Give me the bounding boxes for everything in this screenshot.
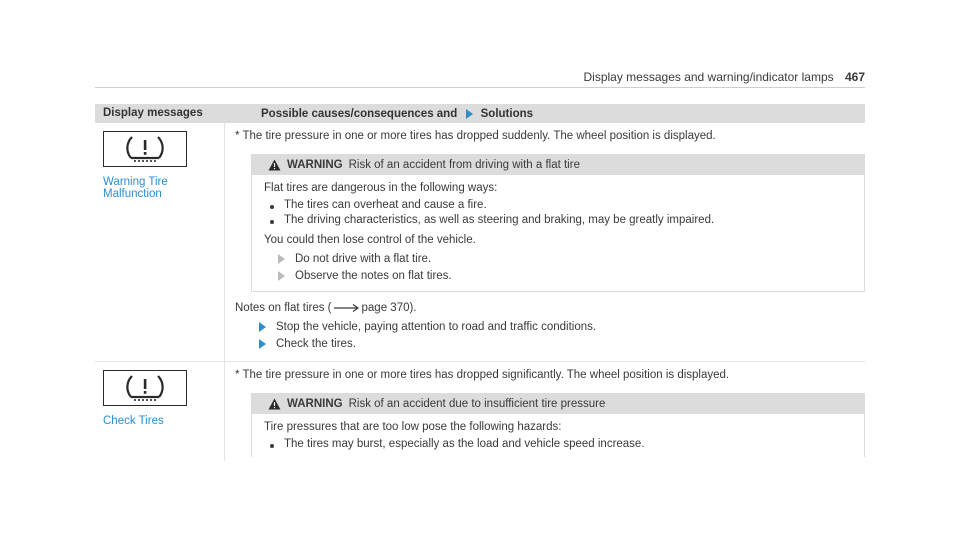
running-header (584, 70, 866, 84)
display-message-cell (95, 123, 225, 361)
tire-pressure-warning-icon (103, 370, 187, 406)
page-reference[interactable]: Notes on flat tires ( page 370). (235, 302, 417, 314)
page-number: 467 (844, 70, 865, 84)
causes-cell (225, 362, 865, 461)
warning-step: Do not drive with a flat tire. (278, 253, 864, 265)
warning-header (252, 154, 864, 175)
cause-text: * The tire pressure in one or more tires has dropped suddenly. The wheel position is displayed. (235, 130, 716, 142)
display-message-cell (95, 362, 225, 461)
warning-box (251, 154, 865, 292)
warning-text: Risk of an accident from driving with a flat tire (348, 158, 580, 171)
list-item: The tires may burst, especially as the load and vehicle speed increase. (264, 438, 864, 450)
display-messages-table (95, 104, 865, 461)
warning-body (252, 175, 864, 291)
warning-step: Observe the notes on flat tires. (278, 270, 864, 282)
reference-arrow-icon (334, 303, 360, 313)
bullet-icon (270, 444, 274, 448)
warning-note: You could then lose control of the vehicle. (264, 234, 476, 246)
step-arrow-icon (278, 254, 285, 264)
list-item: The driving characteristics, as well as steering and braking, may be greatly impaired. (264, 214, 864, 226)
warning-intro: Tire pressures that are too low pose the following hazards: (264, 421, 562, 433)
solution-arrow-icon (466, 109, 473, 119)
warning-box (251, 393, 865, 457)
table-header (95, 104, 865, 123)
warning-title: WARNING (287, 158, 343, 171)
warning-intro: Flat tires are dangerous in the following ways: (264, 182, 498, 194)
warning-title: WARNING (287, 397, 343, 410)
action-arrow-icon (259, 322, 266, 332)
action-arrow-icon (259, 339, 266, 349)
table-row (95, 123, 865, 362)
action-step: Check the tires. (259, 338, 865, 350)
message-caption: Warning Tire Malfunction (103, 176, 168, 200)
warning-text: Risk of an accident due to insufficient tire pressure (348, 397, 606, 410)
action-step: Stop the vehicle, paying attention to road and traffic conditions. (259, 321, 865, 333)
warning-header (252, 393, 864, 414)
table-row (95, 362, 865, 461)
section-title: Display messages and warning/indicator lamps (583, 70, 834, 84)
tire-pressure-warning-icon (103, 131, 187, 167)
warning-triangle-icon (268, 398, 281, 410)
bullet-icon (270, 220, 274, 224)
col-header-causes: Possible causes/consequences and Solutions (261, 108, 534, 120)
warning-body (252, 414, 864, 457)
list-item: The tires can overheat and cause a fire. (264, 199, 864, 211)
step-arrow-icon (278, 271, 285, 281)
bullet-icon (270, 205, 274, 209)
header-divider (95, 87, 865, 88)
cause-text: * The tire pressure in one or more tires has dropped significantly. The wheel position is displayed. (235, 369, 730, 381)
col-header-display-messages: Display messages (103, 107, 203, 119)
message-caption: Check Tires (103, 415, 164, 427)
causes-cell (225, 123, 865, 361)
warning-triangle-icon (268, 159, 281, 171)
